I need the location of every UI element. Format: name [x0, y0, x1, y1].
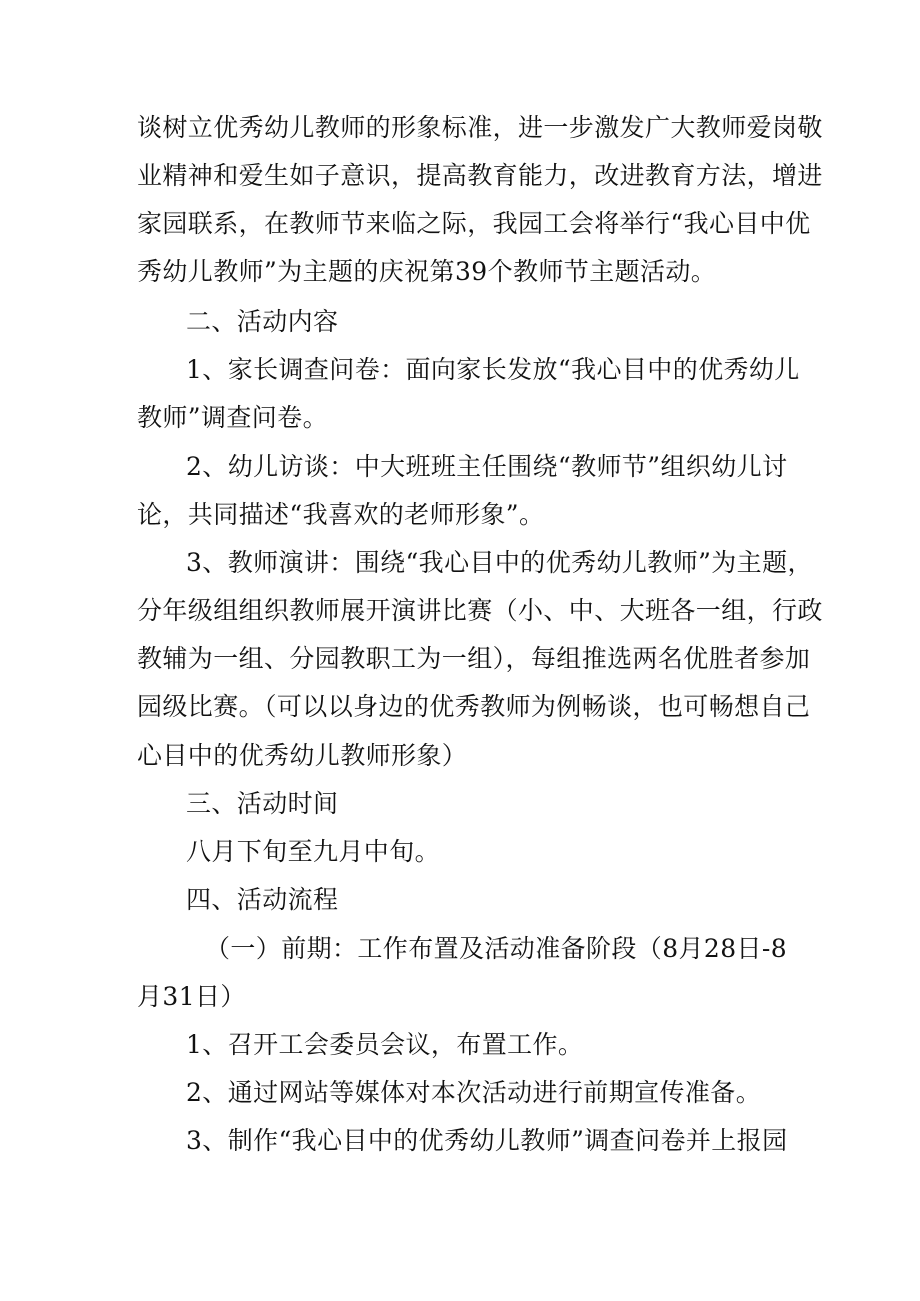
section-heading: 四、活动流程 [186, 885, 339, 914]
paragraph-line: 家园联系，在教师节来临之际，我园工会将举行“我心目中优 [137, 209, 811, 238]
subsection-heading: （一）前期：工作布置及活动准备阶段（8月28日-8 [205, 934, 788, 963]
list-item-line: 教师”调查问卷。 [137, 403, 328, 432]
list-item-line: 心目中的优秀幼儿教师形象） [137, 741, 468, 770]
list-item-line: 教辅为一组、分园教职工为一组），每组推选两名优胜者参加 [137, 644, 811, 673]
list-item-line: 论，共同描述“我喜欢的老师形象”。 [137, 500, 545, 529]
list-item-line: 1、家长调查问卷：面向家长发放“我心目中的优秀幼儿 [186, 355, 800, 384]
list-item-line: 分年级组组织教师展开演讲比赛（小、中、大班各一组，行政 [137, 596, 823, 625]
section-heading: 二、活动内容 [186, 307, 339, 336]
paragraph-line: 谈树立优秀幼儿教师的形象标准，进一步激发广大教师爱岗敬 [137, 113, 823, 142]
list-item-line: 2、幼儿访谈：中大班班主任围绕“教师节”组织幼儿讨 [186, 452, 788, 481]
paragraph-line: 业精神和爱生如子意识，提高教育能力，改进教育方法，增进 [137, 161, 823, 190]
list-item-line: 3、教师演讲：围绕“我心目中的优秀幼儿教师”为主题， [186, 548, 813, 577]
list-item-line: 园级比赛。（可以以身边的优秀教师为例畅谈，也可畅想自己 [137, 692, 811, 721]
paragraph-line: 秀幼儿教师”为主题的庆祝第39个教师节主题活动。 [137, 257, 717, 286]
section-heading: 三、活动时间 [186, 789, 339, 818]
list-item-line: 3、制作“我心目中的优秀幼儿教师”调查问卷并上报园 [186, 1126, 788, 1155]
subsection-heading: 月31日） [137, 982, 246, 1011]
list-item-line: 2、通过网站等媒体对本次活动进行前期宣传准备。 [186, 1078, 762, 1107]
list-item-line: 1、召开工会委员会议，布置工作。 [186, 1030, 584, 1059]
paragraph-line: 八月下旬至九月中旬。 [186, 837, 441, 866]
